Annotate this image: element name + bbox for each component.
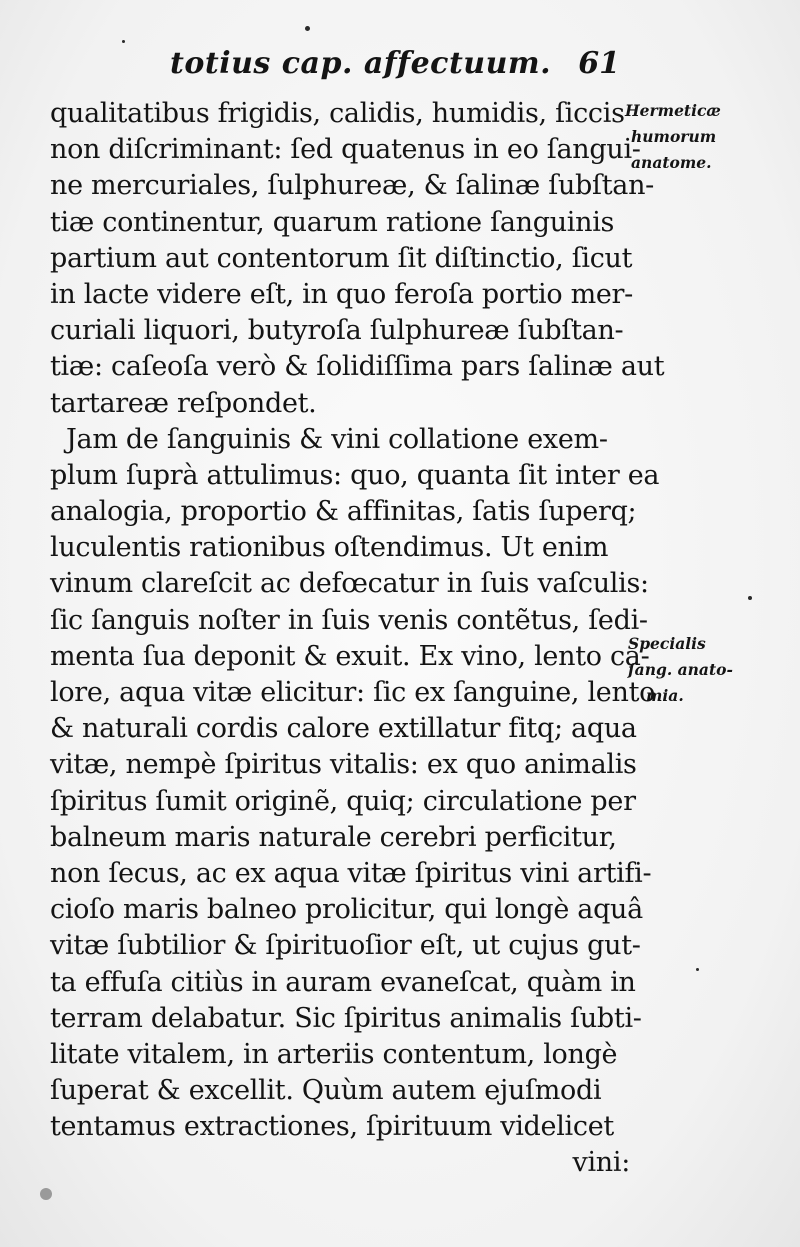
text-line: vitæ, nempè ſpiritus vitalis: ex quo animalis	[50, 749, 637, 781]
text-line: qualitatibus frigidis, calidis, humidis, ſiccis	[50, 98, 625, 129]
text-line: vinum clareſcit ac defœcatur in ſuis vaſculis:	[50, 568, 649, 600]
text-line: terram delabatur. Sic ſpiritus animalis ſubti-	[50, 1002, 642, 1034]
margin-note-line: anatome.	[631, 153, 712, 172]
text-line: balneum maris naturale cerebri perficitur,	[50, 821, 617, 853]
text-line: lore, aqua vitæ elicitur: ſic ex ſanguine, lento	[50, 677, 656, 708]
text-line: tentamus extractiones, ſpirituum videlicet	[50, 1111, 614, 1143]
text-line: ne mercuriales, ſulphureæ, & ſalinæ ſubſtan-	[50, 170, 654, 202]
margin-note-line: Hermeticæ	[625, 101, 721, 120]
text-line: luculentis rationibus oſtendimus. Ut enim	[50, 532, 609, 564]
text-line: ta effuſa citiùs in auram evaneſcat, quàm in	[50, 966, 636, 998]
paragraph-start-line: Jam de ſanguinis & vini collatione exem-	[66, 423, 608, 455]
page-number: 61	[578, 46, 620, 81]
margin-note-line: humorum	[631, 127, 717, 146]
text-line: analogia, proportio & affinitas, ſatis ſuperq;	[50, 496, 637, 528]
text-line: vitæ ſubtilior & ſpirituoſior eſt, ut cujus gut-	[50, 930, 641, 962]
scan-speck	[305, 26, 310, 31]
margin-note-hermeticae	[623, 98, 721, 176]
text-line: menta ſua deponit & exuit. Ex vino, lento ca-	[50, 640, 650, 672]
margin-note-line: ſang. anato-	[628, 660, 733, 679]
text-line: tiæ: caſeoſa verò & ſolidiſſima pars ſalinæ aut	[50, 351, 665, 383]
text-line: & naturali cordis calore extillatur fitq; aqua	[50, 713, 637, 745]
margin-note-line: Specialis	[628, 634, 706, 653]
catchword: vini:	[572, 1147, 630, 1179]
text-line: ſpiritus ſumit originẽ, quiq; circulatione per	[50, 785, 636, 817]
text-line: partium aut contentorum ſit diſtinctio, ſicut	[50, 242, 633, 274]
text-line: cioſo maris balneo prolicitur, qui longè aquâ	[50, 894, 643, 926]
margin-note-specialis	[626, 631, 733, 709]
scan-speck	[122, 40, 125, 43]
text-line: non ſecus, ac ex aqua vitæ ſpiritus vini artifi-	[50, 857, 652, 889]
text-line: litate vitalem, in arteriis contentum, longè	[50, 1038, 618, 1070]
text-line: in lacte videre eſt, in quo feroſa portio mer-	[50, 278, 633, 310]
text-line: tartareæ reſpondet.	[50, 387, 317, 419]
scan-speck	[696, 968, 699, 971]
text-line: curiali liquori, butyroſa ſulphureæ ſubſtan-	[50, 315, 624, 347]
text-line: ſuperat & excellit. Quùm autem ejuſmodi	[50, 1075, 602, 1107]
running-title: totius cap. affectuum.	[170, 46, 552, 81]
margin-note-line: mia.	[646, 686, 684, 705]
text-line: tiæ continentur, quarum ratione ſanguinis	[50, 206, 615, 238]
text-line: ſic ſanguis noſter in ſuis venis contẽtus, ſedi-	[50, 604, 648, 636]
page-header	[150, 46, 620, 86]
scan-speck	[748, 596, 752, 600]
text-line: plum ſuprà attulimus: quo, quanta ſit inter ea	[50, 459, 660, 491]
scan-speck	[40, 1188, 52, 1200]
text-line: non diſcriminant: ſed quatenus in eo ſangui-	[50, 134, 641, 166]
